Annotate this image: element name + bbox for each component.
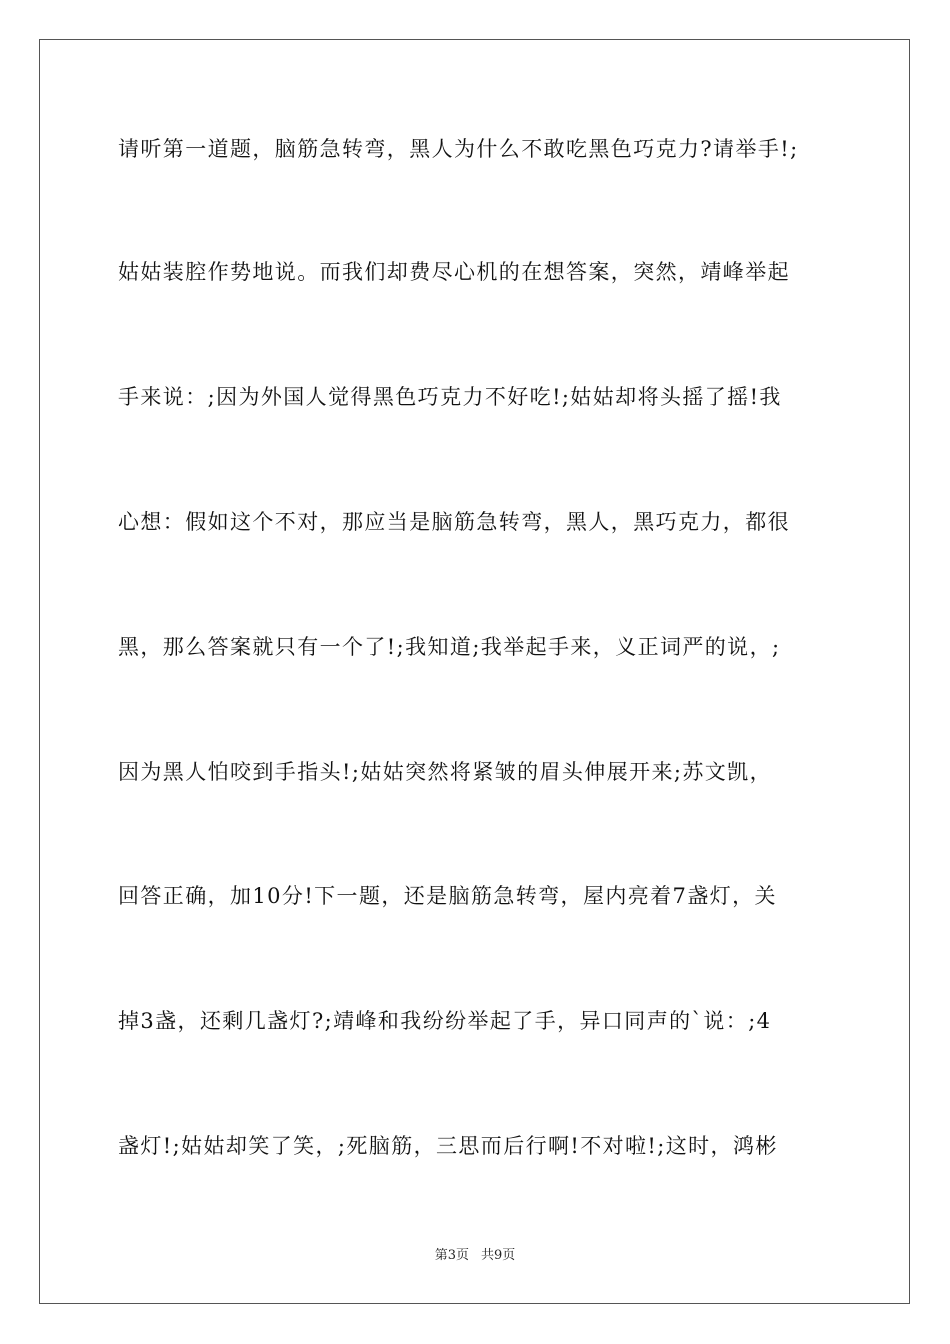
text-line: 掉3盏，还剩几盏灯?;靖峰和我纷纷举起了手，异口同声的`说：;4 — [118, 1009, 772, 1033]
text-line: 因为黑人怕咬到手指头!;姑姑突然将紧皱的眉头伸展开来;苏文凯， — [118, 760, 772, 784]
text-line: 黑，那么答案就只有一个了!;我知道;我举起手来，义正词严的说，; — [118, 635, 781, 659]
text-line: 盏灯!;姑姑却笑了笑，;死脑筋，三思而后行啊!不对啦!;这时，鸿彬 — [118, 1134, 778, 1158]
text-line: 手来说：;因为外国人觉得黑色巧克力不好吃!;姑姑却将头摇了摇!我 — [118, 385, 782, 409]
page-border — [39, 39, 910, 1304]
page-number: 第3页 — [434, 1248, 469, 1263]
page-footer — [0, 1247, 950, 1265]
text-line: 请听第一道题，脑筋急转弯，黑人为什么不敢吃黑色巧克力?请举手!; — [118, 137, 799, 161]
text-line: 姑姑装腔作势地说。而我们却费尽心机的在想答案，突然，靖峰举起 — [118, 260, 790, 284]
text-line: 心想：假如这个不对，那应当是脑筋急转弯，黑人，黑巧克力，都很 — [118, 510, 790, 534]
text-line: 回答正确，加10分!下一题，还是脑筋急转弯，屋内亮着7盏灯，关 — [118, 884, 777, 908]
page-total: 共9页 — [481, 1248, 516, 1263]
